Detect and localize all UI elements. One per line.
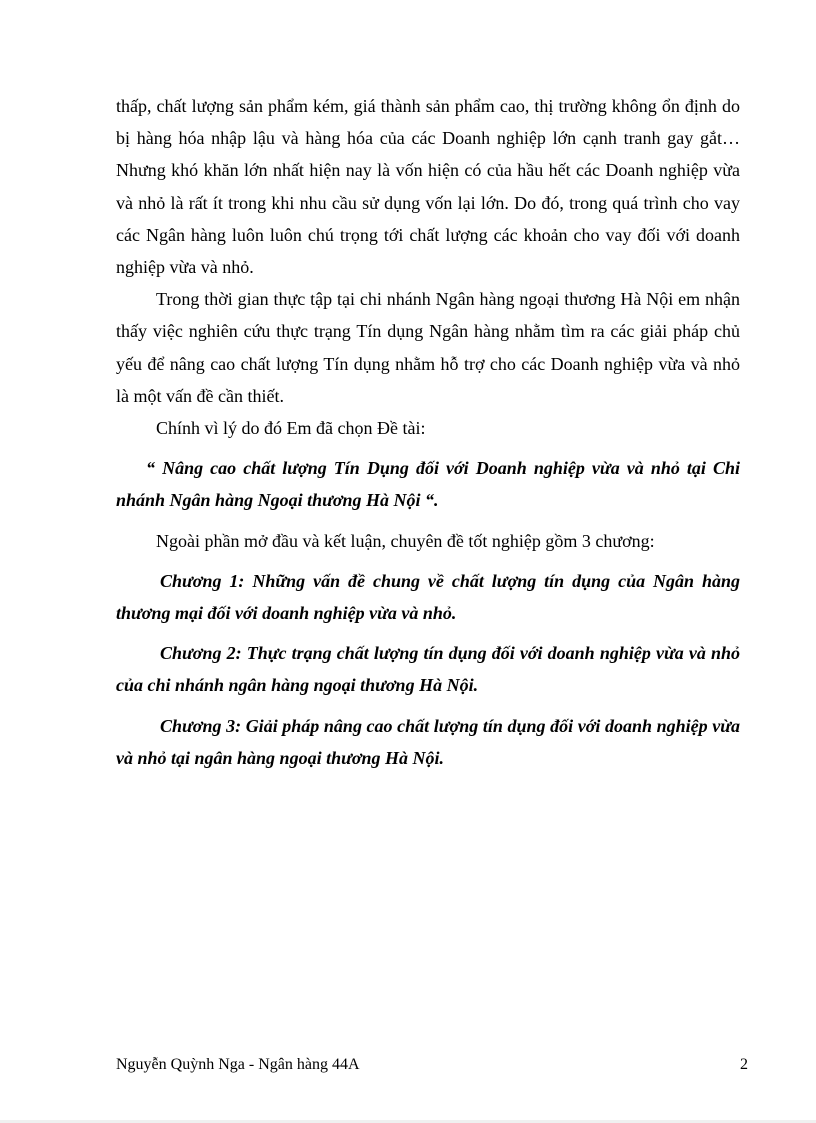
- structure-intro: Ngoài phần mở đầu và kết luận, chuyên đề tốt nghiệp gồm 3 chương:: [156, 530, 655, 551]
- chapter-2: Chương 2: Thực trạng chất lượng tín dụng đối với doanh nghiệp vừa và nhỏ của chi nhánh ngân hàng ngoại thương Hà Nội.: [116, 643, 740, 696]
- topic-title: “ Nâng cao chất lượng Tín Dụng đối với Doanh nghiệp vừa và nhỏ tại Chi nhánh Ngân hàng Ngoại thương Hà Nội “.: [116, 458, 740, 511]
- paragraph-internship: Trong thời gian thực tập tại chi nhánh Ngân hàng ngoại thương Hà Nội em nhận thấy việc nghiên cứu thực trạng Tín dụng Ngân hàng nhằm tìm ra các giải pháp chủ yếu để nâng cao chất lượng Tín dụng nhằm hỗ trợ cho các Doanh nghiệp vừa và nhỏ là một vấn đề cần thiết.: [116, 289, 740, 406]
- page-number: 2: [740, 1056, 748, 1073]
- chapter-1: Chương 1: Những vấn đề chung về chất lượng tín dụng của Ngân hàng thương mại đối với doanh nghiệp vừa và nhỏ.: [116, 570, 740, 624]
- chapter-3: Chương 3: Giải pháp nâng cao chất lượng tín dụng đối với doanh nghiệp vừa và nhỏ tại ngân hàng ngoại thương Hà Nội.: [116, 715, 740, 768]
- footer-author: Nguyễn Quỳnh Nga - Ngân hàng 44A: [116, 1056, 360, 1073]
- body-text: [116, 90, 740, 774]
- paragraph-continued: thấp, chất lượng sản phẩm kém, giá thành sản phẩm cao, thị trường không ổn định do bị hàng hóa nhập lậu và hàng hóa của các Doanh nghiệp lớn cạnh tranh gay gắt…Nhưng khó khăn lớn nhất hiện nay là vốn hiện có của hầu hết các Doanh nghiệp vừa và nhỏ là rất ít trong khi nhu cầu sử dụng vốn lại lớn. Do đó, trong quá trình cho vay các Ngân hàng luôn luôn chú trọng tới chất lượng các khoản cho vay đối với doanh nghiệp vừa và nhỏ.: [116, 96, 740, 278]
- topic-intro: Chính vì lý do đó Em đã chọn Đề tài:: [156, 418, 426, 439]
